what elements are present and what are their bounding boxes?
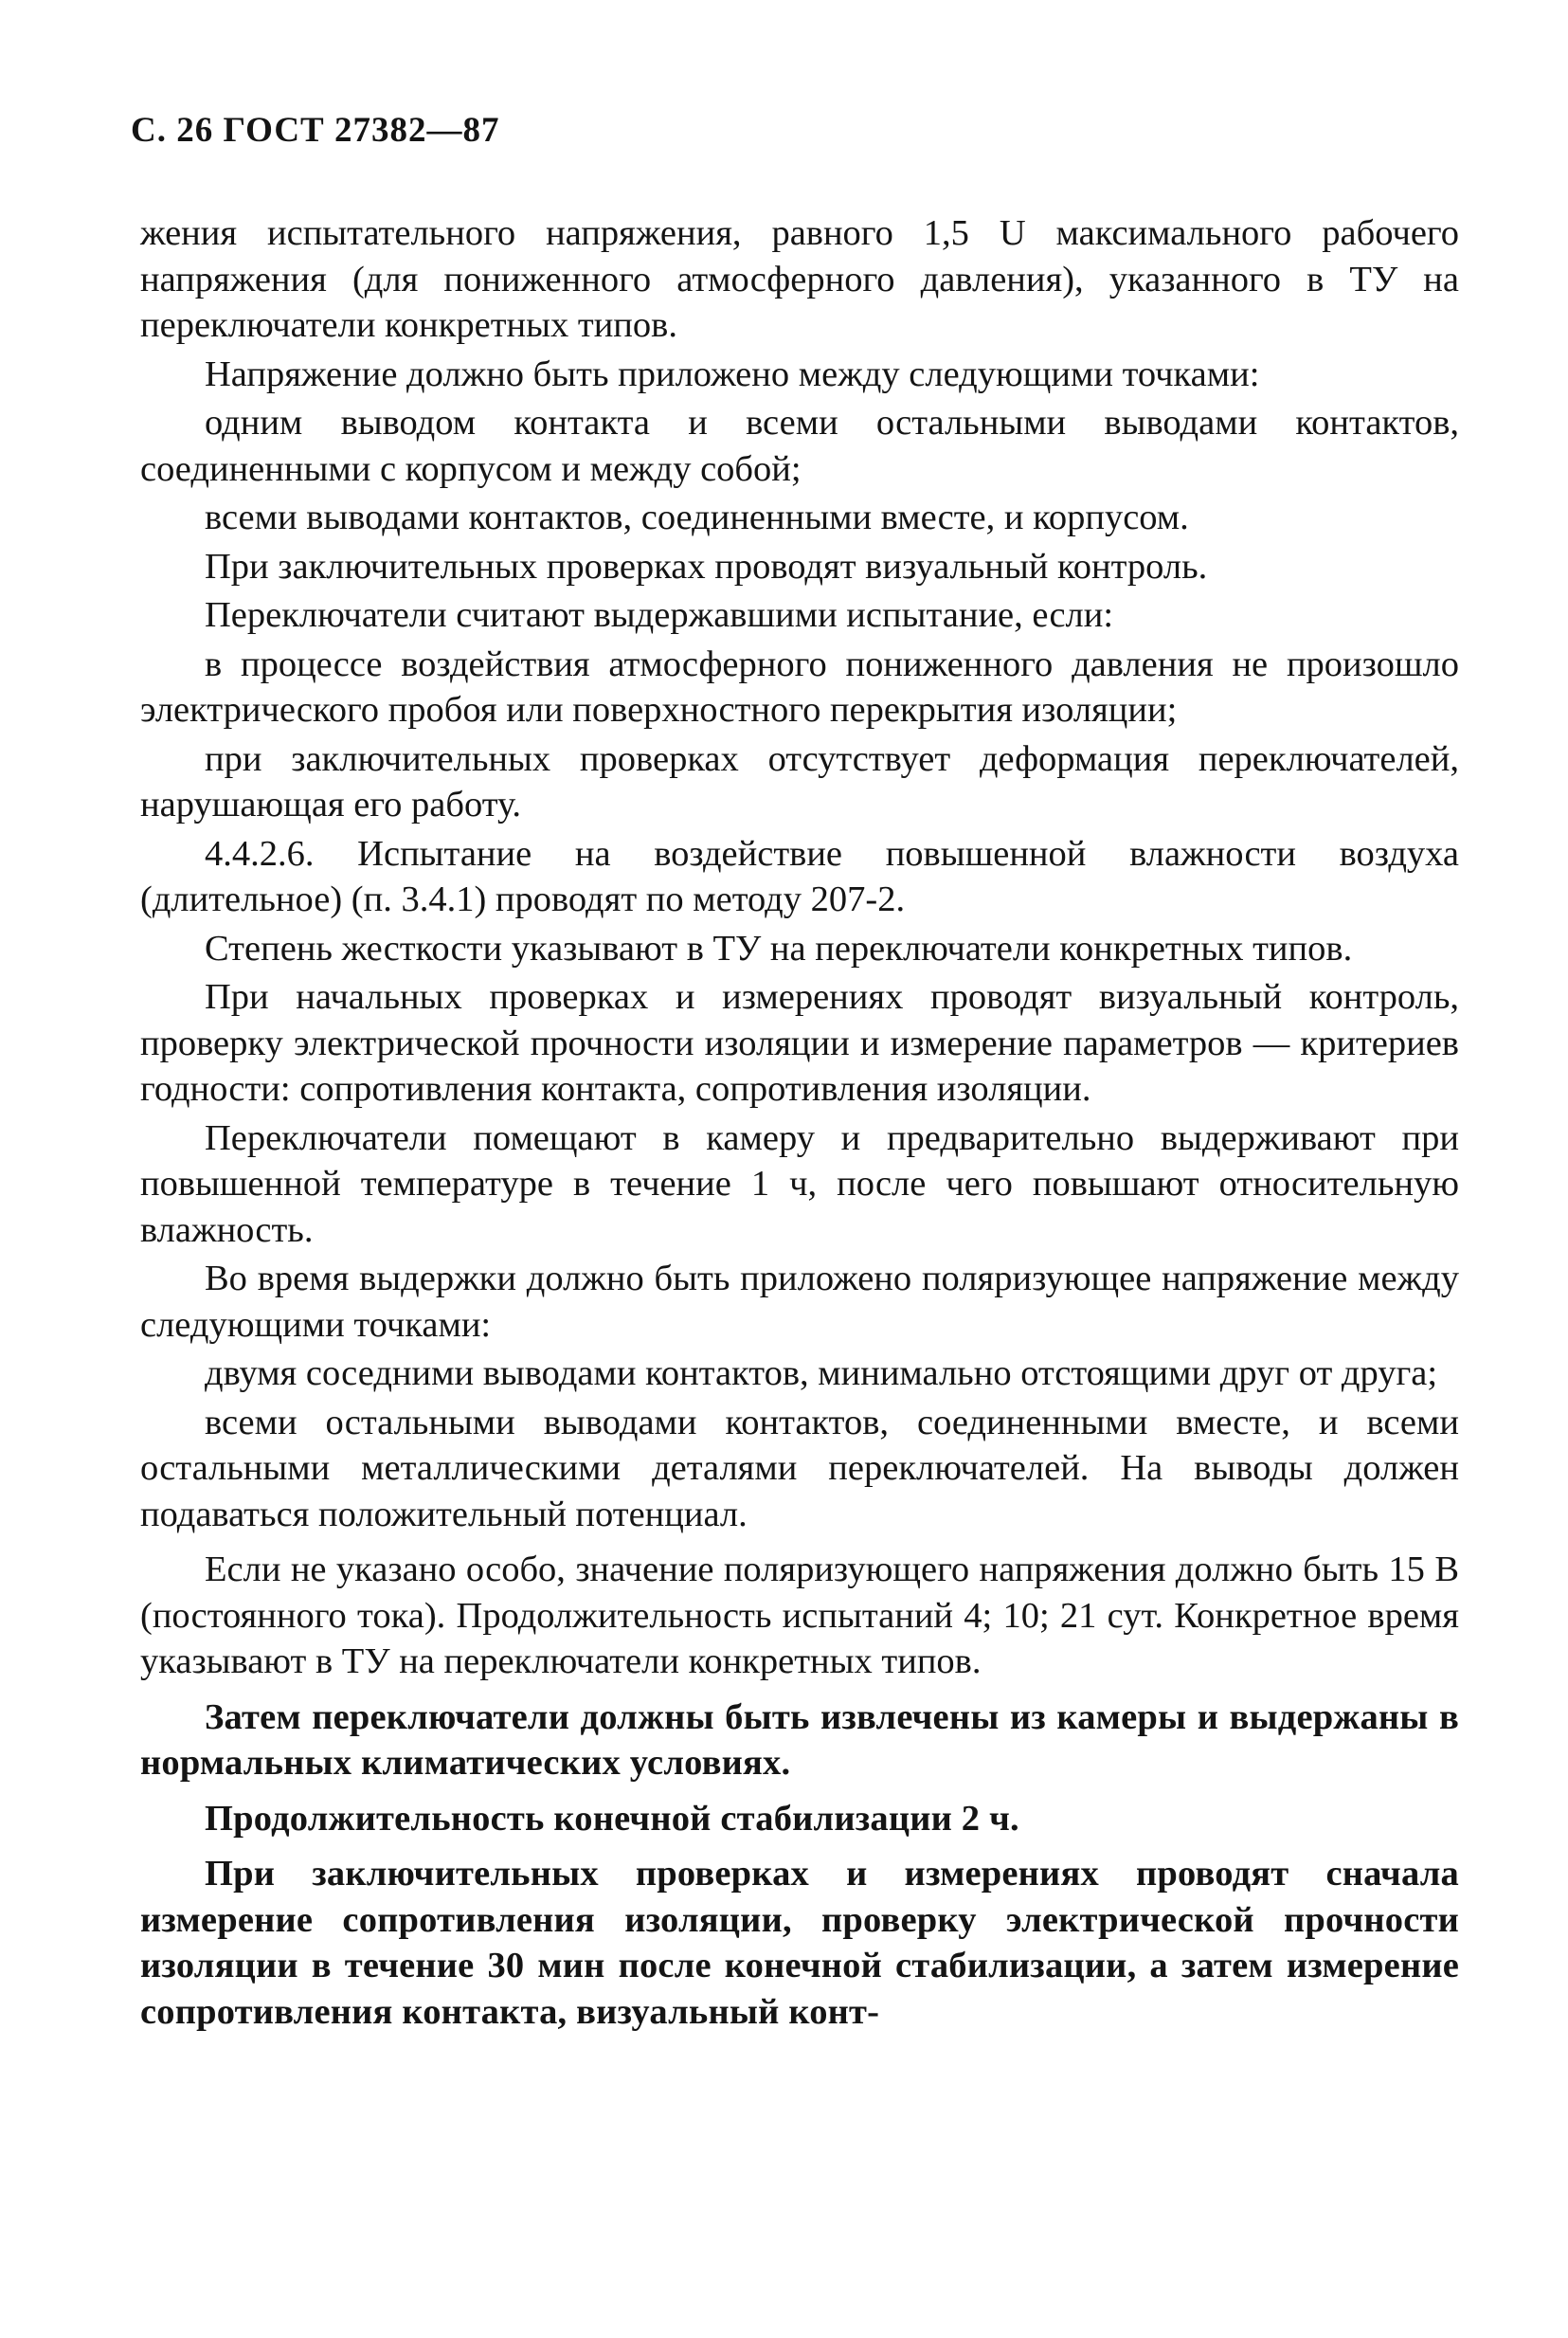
paragraph: всеми остальными выводами контактов, соединенными вместе, и всеми остальными металлическими деталями переключателей. На выводы должен подаваться положительный потенциал. bbox=[140, 1402, 1459, 1534]
paragraph: При заключительных проверках и измерениях проводят сначала измерение сопротивления изоляции, проверку электрической прочности изоляции в течение 30 мин после конечной стабилизации, а затем измерение сопротивления контакта, визуальный конт- bbox=[140, 1854, 1459, 2032]
paragraph: двумя соседними выводами контактов, минимально отстоящими друг от друга; bbox=[205, 1353, 1438, 1393]
paragraph: Степень жесткости указывают в ТУ на переключатели конкретных типов. bbox=[205, 928, 1353, 969]
paragraph: Если не указано особо, значение поляризующего напряжения должно быть 15 В (постоянного тока). Продолжительность испытаний 4; 10; 21 сут. Конкретное время указывают в ТУ на переключатели конкретных типов. bbox=[140, 1550, 1459, 1681]
paragraph: При заключительных проверках проводят визуальный контроль. bbox=[205, 546, 1208, 587]
paragraph: всеми выводами контактов, соединенными вместе, и корпусом. bbox=[205, 498, 1189, 537]
section-paragraph-4-4-2-6: 4.4.2.6. Испытание на воздействие повышенной влажности воздуха (длительное) (п. 3.4.1) проводят по методу 207-2. bbox=[140, 833, 1459, 919]
paragraph: При начальных проверках и измерениях проводят визуальный контроль, проверку электрической прочности изоляции и измерение параметров — критериев годности: сопротивления контакта, сопротивления изоляции. bbox=[140, 977, 1459, 1109]
paragraph: в процессе воздействия атмосферного пониженного давления не произошло электрического пробоя или поверхностного перекрытия изоляции; bbox=[140, 643, 1459, 730]
document-body bbox=[140, 210, 1459, 2038]
paragraph: при заключительных проверках отсутствует деформация переключателей, нарушающая его работу. bbox=[140, 738, 1459, 825]
page-header: С. 26 ГОСТ 27382—87 bbox=[131, 111, 500, 150]
paragraph: одним выводом контакта и всеми остальными выводами контактов, соединенными с корпусом и между собой; bbox=[140, 403, 1459, 489]
paragraph: Напряжение должно быть приложено между следующими точками: bbox=[205, 353, 1260, 394]
paragraph: Продолжительность конечной стабилизации 2 ч. bbox=[205, 1798, 1019, 1839]
paragraph: Затем переключатели должны быть извлечены из камеры и выдержаны в нормальных климатических условиях. bbox=[140, 1696, 1459, 1783]
paragraph: Переключатели считают выдержавшими испытание, если: bbox=[205, 595, 1114, 635]
paragraph: Во время выдержки должно быть приложено поляризующее напряжение между следующими точками: bbox=[140, 1259, 1459, 1345]
paragraph-continuation: жения испытательного напряжения, равного 1,5 U максимального рабочего напряжения (для пониженного атмосферного давления), указанного в ТУ на переключатели конкретных типов. bbox=[140, 213, 1459, 345]
paragraph: Переключатели помещают в камеру и предварительно выдерживают при повышенной температуре в течение 1 ч, после чего повышают относительную влажность. bbox=[140, 1117, 1459, 1250]
